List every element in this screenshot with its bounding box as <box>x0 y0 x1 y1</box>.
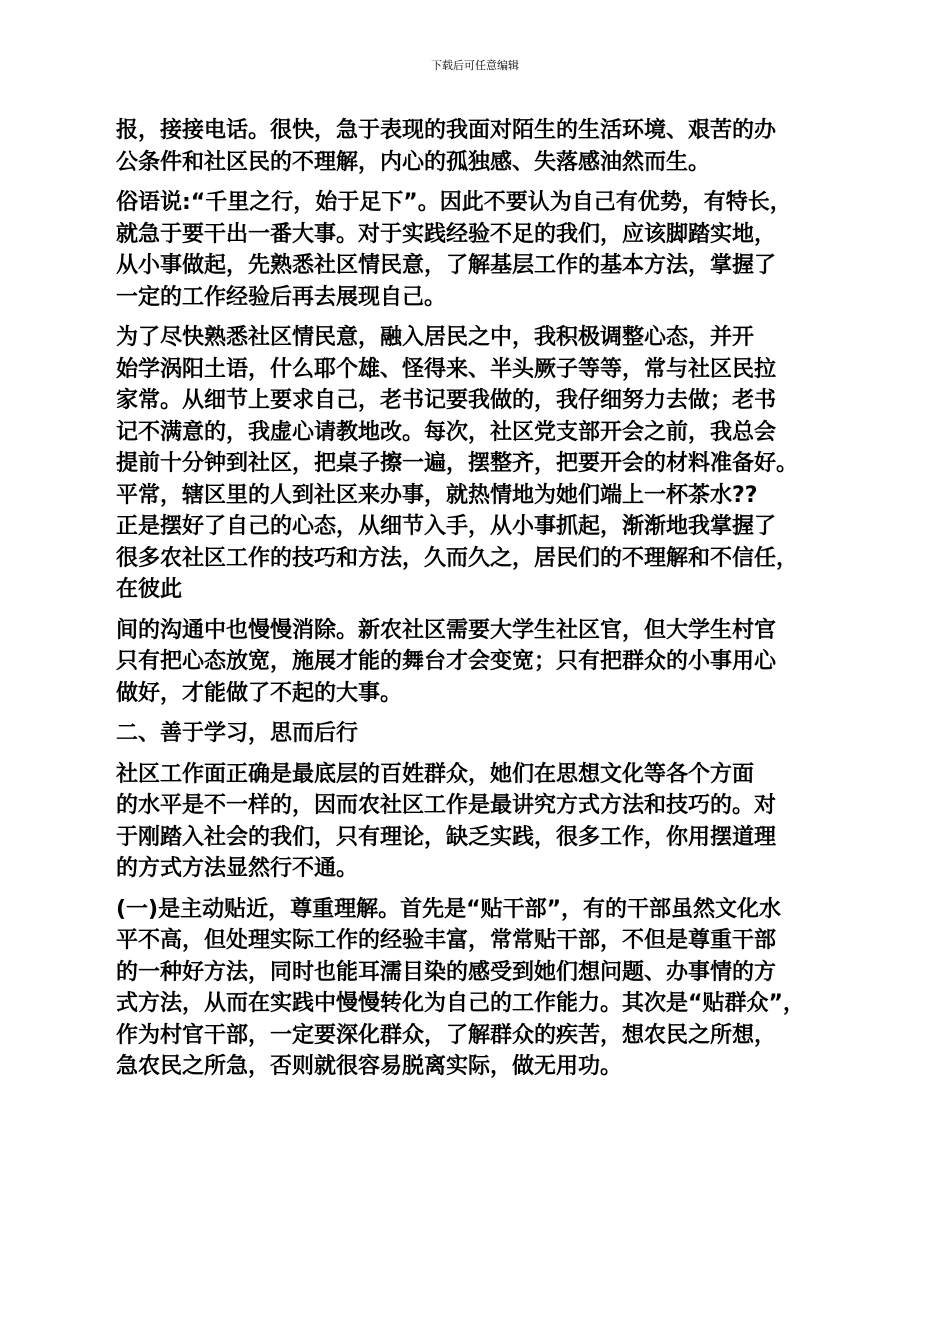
text-line: 始学涡阳土语，什么耶个雄、怪得来、半头厥子等等，常与社区民拉 <box>116 356 777 382</box>
text-line: 公条件和社区民的不理解，内心的孤独感、失落感油然而生。 <box>116 149 711 175</box>
paragraph-2 <box>116 187 852 313</box>
text-line: 在彼此 <box>116 577 183 602</box>
text-line: 平常，辖区里的人到社区来办事，就热情地为她们端上一杯茶水?? <box>116 482 758 508</box>
text-line: 平不高，但处理实际工作的经验丰富，常常贴干部，不但是尊重干部 <box>116 928 777 953</box>
paragraph-5 <box>116 759 852 885</box>
paragraph-4 <box>116 615 852 710</box>
section-heading <box>116 718 852 750</box>
paragraph-6 <box>116 894 852 1083</box>
text-line: 就急于要干出一番大事。对于实践经验不足的我们，应该脚踏实地， <box>116 221 777 247</box>
text-line: 记不满意的，我虚心请教地改。每次，社区党支部开会之前，我总会 <box>116 419 777 445</box>
text-line: 急农民之所急，否则就很容易脱离实际，做无用功。 <box>116 1054 623 1079</box>
text-line: 的水平是不一样的，因而农社区工作是最讲究方式方法和技巧的。对 <box>116 793 777 818</box>
text-line: 只有把心态放宽，施展才能的舞台才会变宽；只有把群众的小事用心 <box>116 649 777 674</box>
text-line: 为了尽快熟悉社区情民意，融入居民之中，我积极调整心态，并开 <box>116 325 755 350</box>
text-line: 提前十分钟到社区，把桌子擦一遍，摆整齐，把要开会的材料准备好。 <box>116 451 799 476</box>
text-line: 式方法，从而在实践中慢慢转化为自己的工作能力。其次是“贴群众”， <box>116 991 805 1016</box>
document-body <box>116 115 852 1092</box>
text-line: 作为村官干部，一定要深化群众，了解群众的疾苦，想农民之所想， <box>116 1022 777 1048</box>
text-line: 社区工作面正确是最底层的百姓群众，她们在思想文化等各个方面 <box>116 761 755 787</box>
text-line: 一定的工作经验后再去展现自己。 <box>116 284 447 310</box>
text-line: 的一种好方法，同时也能耳濡目染的感受到她们想问题、办事情的方 <box>116 959 777 985</box>
text-line: 做好，才能做了不起的大事。 <box>116 680 403 706</box>
text-line: 从小事做起，先熟悉社区情民意，了解基层工作的基本方法，掌握了 <box>116 253 777 278</box>
text-line: 正是摆好了自己的心态，从细节入手，从小事抓起，渐渐地我掌握了 <box>116 514 777 539</box>
text-line: 间的沟通中也慢慢消除。新农社区需要大学生社区官，但大学生村官 <box>116 617 777 643</box>
text-line: 很多农社区工作的技巧和方法，久而久之，居民们的不理解和不信任， <box>116 545 799 571</box>
text-line: 的方式方法显然行不通。 <box>116 856 359 881</box>
text-line: 家常。从细节上要求自己，老书记要我做的，我仔细努力去做；老书 <box>116 388 777 413</box>
heading-text: 二、善于学习，思而后行 <box>116 721 359 746</box>
text-line: 于刚踏入社会的我们，只有理论，缺乏实践，很多工作，你用摆道理 <box>116 824 777 850</box>
text-line: 报，接接电话。很快，急于表现的我面对陌生的生活环境、艰苦的办 <box>116 118 777 143</box>
paragraph-1 <box>116 115 852 178</box>
page-header: 下载后可任意编辑 <box>431 59 519 72</box>
paragraph-3 <box>116 322 852 606</box>
text-line: (一)是主动贴近，尊重理解。首先是“贴干部”，有的干部虽然文化水 <box>116 896 782 922</box>
text-line: 俗语说:“千里之行，始于足下”。因此不要认为自己有优势，有特长， <box>116 190 792 215</box>
